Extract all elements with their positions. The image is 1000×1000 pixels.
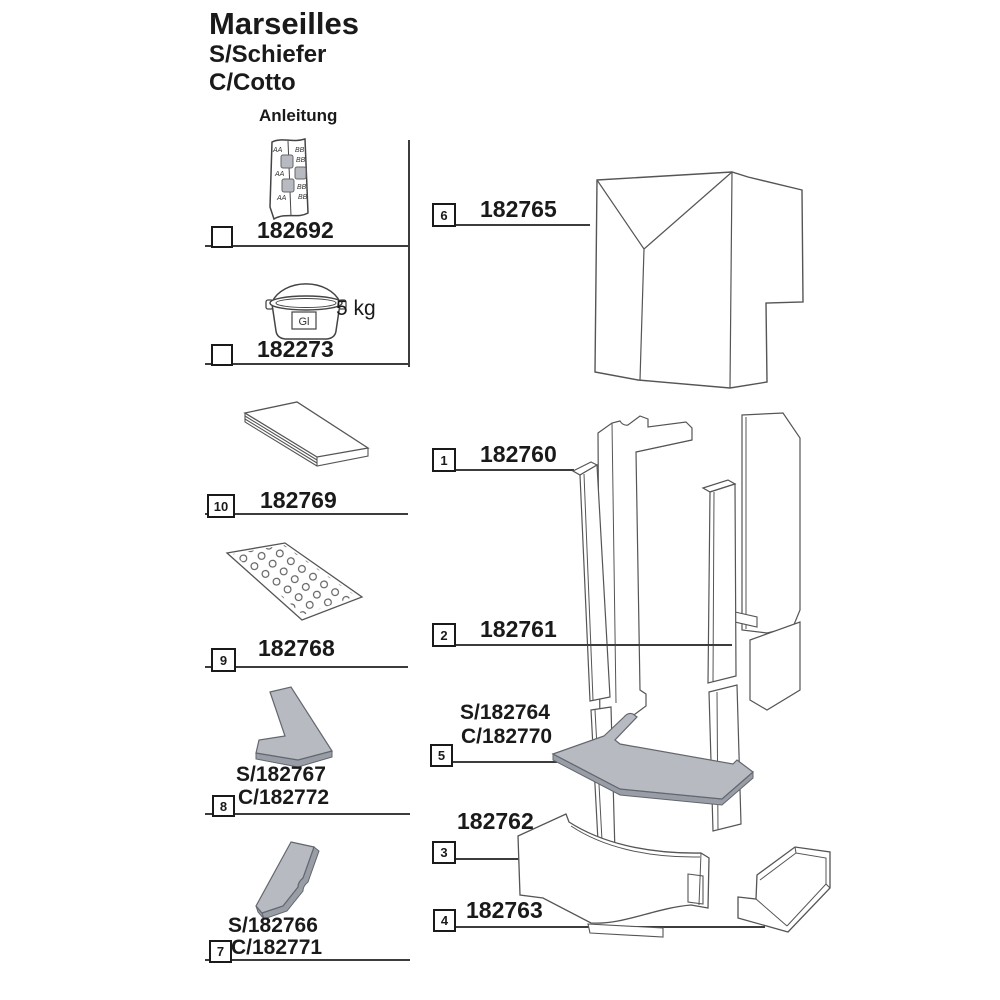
checkbox-182273 bbox=[211, 344, 233, 366]
part-number-182692: 182692 bbox=[257, 217, 334, 243]
weight-label: 5 kg bbox=[336, 297, 376, 320]
part-number-182769: 182769 bbox=[260, 487, 337, 513]
part-number-182765: 182765 bbox=[480, 196, 557, 222]
part-number-c182772: C/182772 bbox=[238, 786, 330, 809]
sheet-mark-bb: BB bbox=[296, 157, 306, 164]
anleitung-label: Anleitung bbox=[259, 106, 338, 125]
title-block bbox=[209, 6, 359, 97]
part-number-c182770: C/182770 bbox=[461, 725, 553, 748]
part-number-182760: 182760 bbox=[480, 441, 557, 467]
leader-line-2 bbox=[432, 644, 732, 646]
part-182765-drawing bbox=[588, 166, 808, 396]
index-box-10 bbox=[207, 494, 235, 518]
index-box-8 bbox=[212, 795, 235, 817]
sheet-mark-bb: BB bbox=[298, 194, 308, 201]
rule-under-182273 bbox=[205, 363, 410, 365]
sheet-mark-aa: AA bbox=[277, 195, 287, 202]
part-number-c182771: C/182771 bbox=[231, 936, 323, 959]
checkbox-182692 bbox=[211, 226, 233, 248]
index-box-5 bbox=[430, 744, 453, 767]
index-box-6 bbox=[432, 203, 456, 227]
index-box-2 bbox=[432, 623, 456, 647]
sheet-mark-aa: AA bbox=[275, 171, 285, 178]
index-box-7 bbox=[209, 940, 232, 963]
rule-under-182772 bbox=[205, 813, 410, 815]
sheet-mark-bb: BB bbox=[297, 184, 307, 191]
part-number-s182766: S/182766 bbox=[228, 914, 318, 937]
index-10-label: 10 bbox=[213, 498, 229, 514]
index-9-label: 9 bbox=[219, 652, 228, 668]
part-number-182763: 182763 bbox=[466, 897, 543, 923]
part-number-182762: 182762 bbox=[457, 808, 534, 834]
part-182762-drawing bbox=[515, 812, 715, 946]
index-2-label: 2 bbox=[440, 627, 448, 643]
part-number-s182764: S/182764 bbox=[460, 701, 550, 724]
part-number-182768: 182768 bbox=[258, 635, 335, 661]
part-182764-drawing bbox=[548, 708, 760, 808]
index-box-3 bbox=[432, 841, 456, 864]
index-1-label: 1 bbox=[440, 452, 448, 468]
part-182769-drawing bbox=[238, 398, 373, 470]
index-box-1 bbox=[432, 448, 456, 472]
index-4-label: 4 bbox=[440, 913, 449, 928]
bracket-vertical-line bbox=[408, 140, 410, 367]
sheet-mark-bb: BB bbox=[295, 147, 305, 154]
bucket-label: Gl bbox=[298, 316, 310, 328]
index-box-9 bbox=[211, 648, 236, 672]
page-title: Marseilles bbox=[209, 6, 359, 41]
index-5-label: 5 bbox=[437, 748, 446, 763]
sheet-mark-aa: AA bbox=[273, 147, 283, 154]
part-182763-drawing bbox=[730, 838, 840, 935]
rule-under-182692 bbox=[205, 245, 410, 247]
part-182768-drawing bbox=[220, 536, 372, 628]
index-7-label: 7 bbox=[216, 944, 225, 959]
index-box-4 bbox=[433, 909, 456, 932]
part-number-182761: 182761 bbox=[480, 616, 557, 642]
index-3-label: 3 bbox=[440, 845, 448, 860]
index-8-label: 8 bbox=[219, 798, 228, 814]
variant-cotto: C/Cotto bbox=[209, 69, 296, 96]
index-6-label: 6 bbox=[440, 207, 448, 223]
part-number-s182767: S/182767 bbox=[236, 763, 326, 786]
variant-schiefer: S/Schiefer bbox=[209, 41, 327, 68]
part-number-182273: 182273 bbox=[257, 336, 334, 362]
